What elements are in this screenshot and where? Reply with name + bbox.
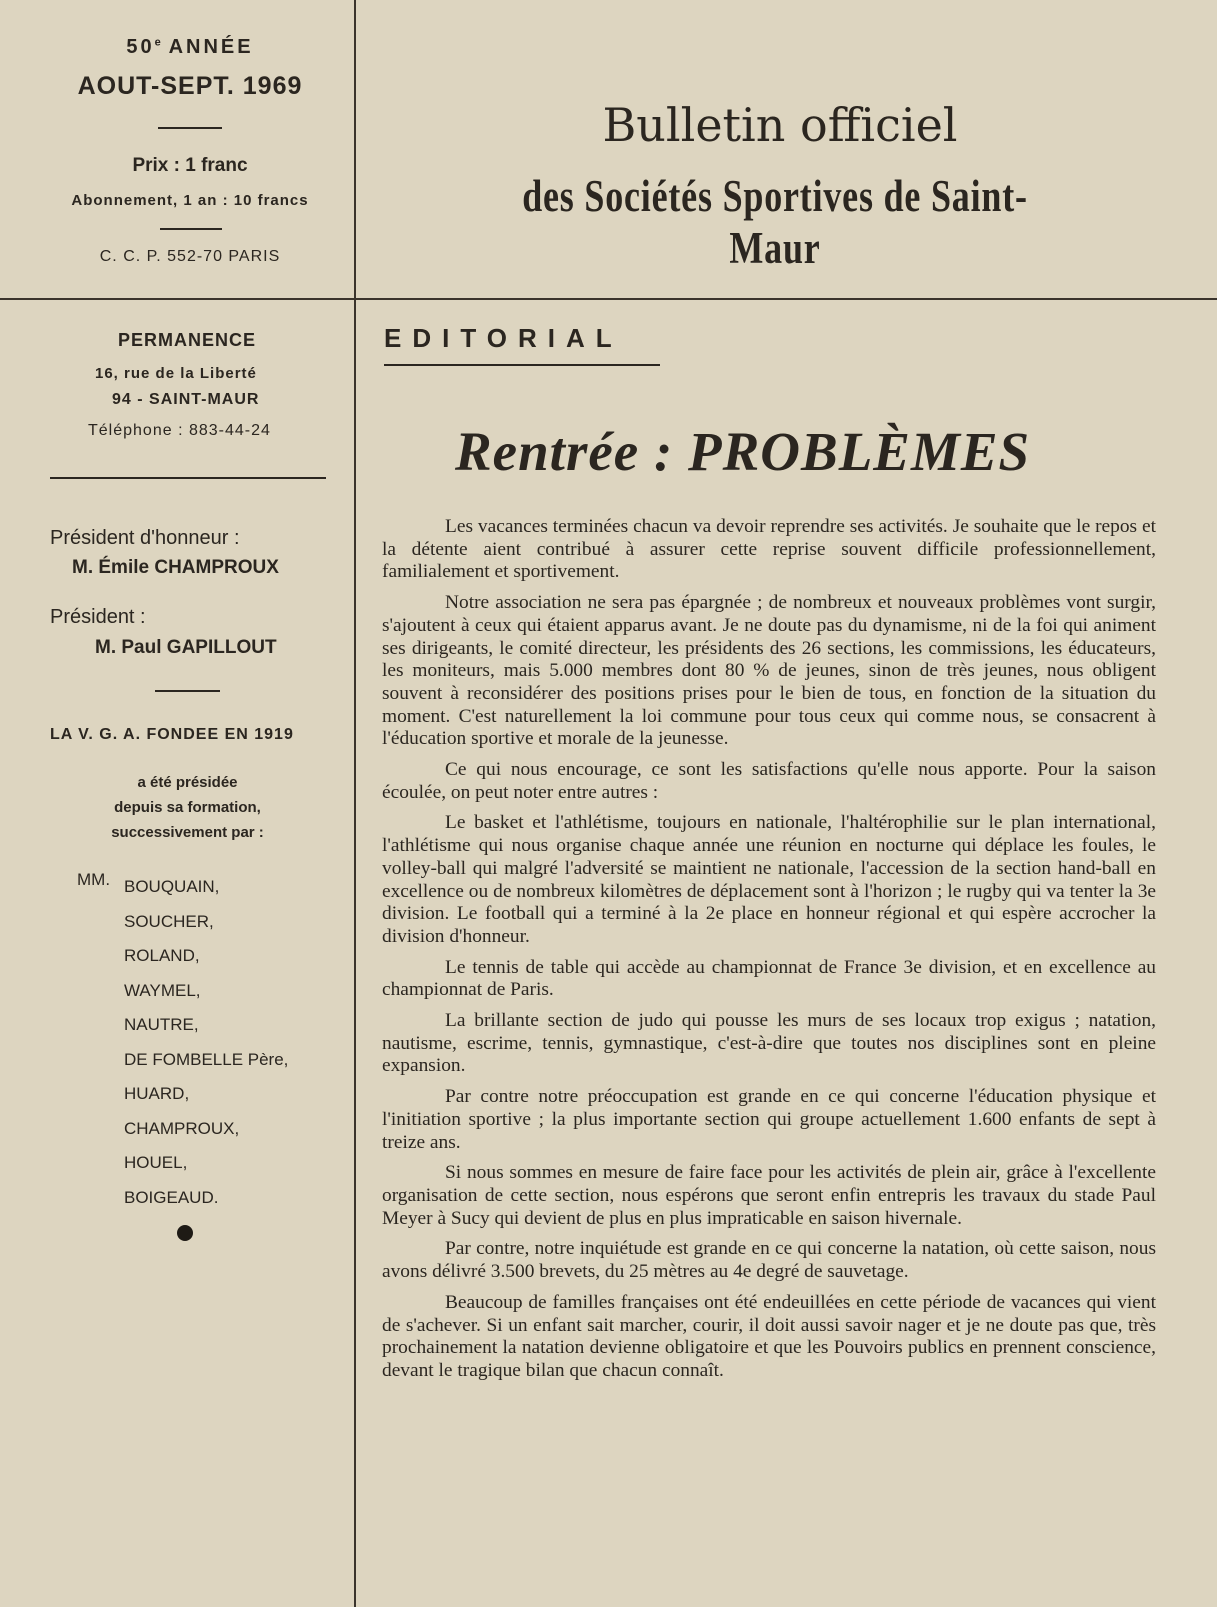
paragraph: Beaucoup de familles françaises ont été endeuillées en cette période de vacances qui vient de s'achever. Si un enfant sait marcher, courir, il doit aussi savoir nager et je ne doute pas que, très prochainement la natation devienne obligatoire et que les Pouvoirs publics en prennent conscience, devant le tragique bilan que chacun connaît. bbox=[382, 1291, 1156, 1381]
address-line-1: 16, rue de la Liberté bbox=[95, 365, 257, 382]
list-item: WAYMEL, bbox=[124, 980, 201, 1000]
masthead-subtitle: des Sociétés Sportives de Saint-Maur bbox=[522, 171, 1028, 273]
list-item: NAUTRE, bbox=[124, 1015, 199, 1034]
paragraph: Les vacances terminées chacun va devoir reprendre ses activités. Je souhaite que le repos et la détente aient contribué à assurer cette reprise souvent difficile professionnellement, familialement et sportivement. bbox=[382, 516, 1156, 583]
list-item: ROLAND, bbox=[124, 946, 200, 965]
paragraph: Notre association ne sera pas épargnée ; de nombreux et nouveaux problèmes vont surgir, s'ajoutent à ceux qui étaient apparus avant. Je ne doute pas du dynamisme, ni de la foi qui animent ses dirigeants, le comité directeur, les présidents des 26 sections, les commissions, les éducateurs, les moniteurs, mais 5.000 membres dont 80 % de jeunes, sinon de très jeunes, nous obligent souvent à reconsidérer des positions prises pour le bien de tous, en fonction de la situation du moment. C'est naturellement la loi commune pour tous ceux qui comme nous, se consacrent à l'éducation sportive et morale de la jeunesse. bbox=[382, 592, 1156, 750]
masthead-title: Bulletin officiel bbox=[602, 98, 958, 152]
honorary-president-label: Président d'honneur : bbox=[50, 527, 240, 549]
bullet-ornament bbox=[177, 1225, 193, 1241]
paragraph: Le basket et l'athlétisme, toujours en nationale, l'haltérophilie sur le plan international, l'athlétisme qui nous organise chaque année une réunion en nocturne qui déplace les foules, le volley-ball qui malgré l'adversité se maintient ne nationale, l'accession de la section hand-ball en excellence ou de nombreux kilomètres de déplacement sont à l'horizon ; le rugby qui va tenter la 3e division. Le football qui a terminé à la 2e place en honneur régional et qui espère accrocher la division d'honneur. bbox=[382, 812, 1156, 947]
paragraph: Par contre, notre inquiétude est grande en ce qui concerne la natation, où cette saison, nous avons délivré 3.500 brevets, du 25 mètres au 4e degré de sauvetage. bbox=[382, 1238, 1156, 1283]
divider bbox=[158, 127, 222, 129]
past-presidents-list bbox=[124, 870, 288, 1215]
paragraph: Le tennis de table qui accède au championnat de France 3e division, et en excellence au championnat de Paris. bbox=[382, 956, 1156, 1001]
list-item: HOUEL, bbox=[124, 1153, 188, 1172]
mm-label: MM. bbox=[77, 870, 111, 889]
postal-account: C. C. P. 552-70 PARIS bbox=[99, 248, 281, 265]
list-item: BOIGEAUD. bbox=[124, 1187, 219, 1207]
list-item: DE FOMBELLE Père, bbox=[124, 1049, 289, 1069]
paragraph: Par contre notre préoccupation est grande en ce qui concerne l'éducation physique et l'initiation sportive ; la plus importante section qui groupe actuellement 1.600 enfants de sept à treize ans. bbox=[382, 1086, 1156, 1153]
telephone: Téléphone : 883-44-24 bbox=[88, 422, 271, 439]
president-label: Président : bbox=[50, 606, 146, 628]
issue-info-box bbox=[0, 0, 354, 298]
paragraph: Si nous sommes en mesure de faire face pour les activités de plein air, grâce à l'excellente organisation de cette section, nous espérons que seront enfin entrepris les travaux du stade Paul Meyer à Sucy qui devient de plus en plus impraticable en saison hivernale. bbox=[382, 1162, 1156, 1229]
section-heading: EDITORIAL bbox=[384, 323, 623, 353]
list-item: HUARD, bbox=[124, 1084, 190, 1103]
honorary-president-name: M. Émile CHAMPROUX bbox=[72, 557, 279, 578]
president-name: M. Paul GAPILLOUT bbox=[95, 637, 277, 658]
issue-date: AOUT-SEPT. 1969 bbox=[77, 72, 303, 100]
article-body bbox=[382, 516, 1156, 1391]
section-underline bbox=[384, 364, 660, 366]
article-headline: Rentrée : PROBLÈMES bbox=[455, 421, 1031, 482]
list-item: CHAMPROUX, bbox=[124, 1118, 240, 1138]
vga-founded: LA V. G. A. FONDEE EN 1919 bbox=[50, 726, 294, 743]
paragraph: La brillante section de judo qui pousse les murs de ses locaux trop exigus ; natation, nautisme, escrime, tennis, gymnastique, c'est-à-dire que toutes nos disciplines sont en pleine expansion. bbox=[382, 1010, 1156, 1077]
paragraph: Ce qui nous encourage, ce sont les satisfactions qu'elle nous apporte. Pour la saison écoulée, on peut noter entre autres : bbox=[382, 759, 1156, 803]
subscription: Abonnement, 1 an : 10 francs bbox=[71, 192, 309, 209]
divider bbox=[155, 690, 220, 692]
header-divider bbox=[0, 298, 1217, 300]
address-line-2: 94 - SAINT-MAUR bbox=[112, 391, 260, 408]
divider bbox=[50, 477, 326, 479]
issue-year-label: 50e ANNÉE bbox=[126, 36, 254, 58]
permanence-heading: PERMANENCE bbox=[118, 330, 257, 350]
vga-subtitle: a été présidée depuis sa formation, successivement par : bbox=[111, 774, 264, 841]
list-item: BOUQUAIN, bbox=[124, 877, 220, 896]
divider bbox=[160, 228, 222, 230]
list-item: SOUCHER, bbox=[124, 911, 214, 931]
price: Prix : 1 franc bbox=[132, 155, 248, 176]
